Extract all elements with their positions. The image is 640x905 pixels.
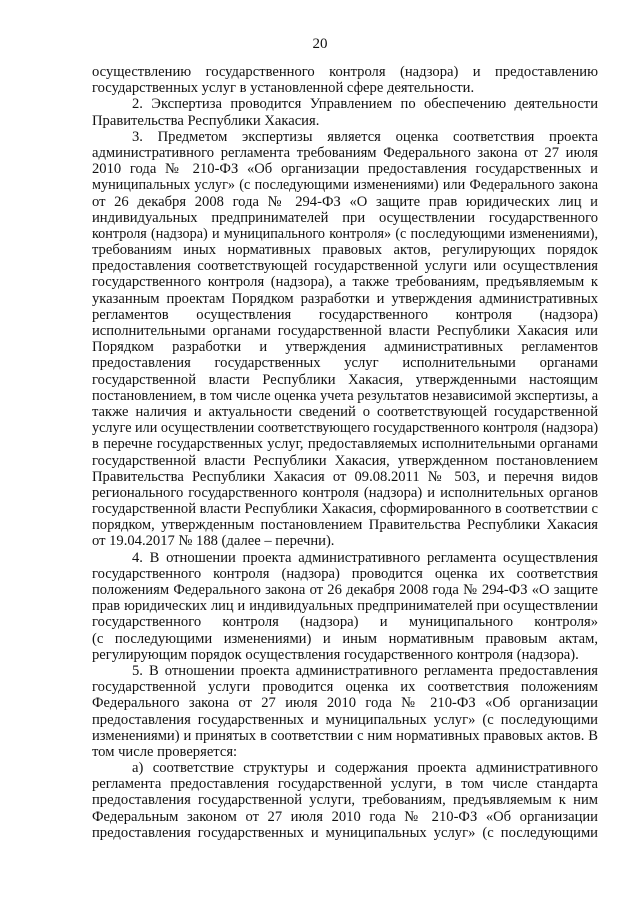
text-line: 2010 года № 210-ФЗ «Об организации предоставления государственных и (92, 161, 598, 178)
text-line: регионального государственного контроля (надзора) и исполнительных органов (92, 484, 598, 501)
text-line: государственного контроля (надзора), а также требованиям, предъявляемым к (92, 274, 598, 291)
text-line: Порядком разработки и утверждения административных регламентов (92, 339, 598, 356)
page-number: 20 (312, 36, 328, 52)
text-line: том числе проверяется: (92, 743, 238, 760)
text-line: Правительства Республики Хакасия. (92, 112, 320, 129)
text-line: постановлением, в том числе оценка учета результатов независимой экспертизы, а (92, 387, 599, 404)
text-line: предоставления государственной услуги, требованиям, предъявляемым к ним (92, 792, 598, 809)
text-line: государственной услуги проводится оценка их соответствия положениям (92, 679, 598, 696)
text-line: в перечне государственных услуг, предоставляемых исполнительными органами (92, 436, 598, 453)
text-line: предоставления государственных услуг исполнительными органами (92, 355, 598, 372)
text-line: государственной власти Республики Хакасия, утвержденными настоящим (92, 371, 598, 388)
text-line: 2. Экспертиза проводится Управлением по обеспечению деятельности (132, 96, 598, 113)
text-line: от 19.04.2017 № 188 (далее – перечни). (92, 533, 335, 550)
text-line: регламентов осуществления государственного контроля (надзора) (92, 306, 598, 323)
text-line: положениям Федерального закона от 26 декабря 2008 года № 294-ФЗ «О защите (92, 582, 598, 598)
text-line: контроля (надзора) и муниципального контроля» (с последующими изменениями), (92, 225, 598, 242)
text-line: услуге или осуществлении соответствующего государственного контроля (надзора) (92, 420, 599, 437)
text-line: предоставления государственных и муниципальных услуг» (с последующими (92, 711, 598, 728)
text-line: государственных услуг в установленной сфере деятельности. (92, 80, 475, 97)
text-line: Правительства Республики Хакасия от 09.08.2011 № 503, и перечня видов (92, 468, 598, 485)
document-body (92, 64, 598, 841)
text-line: государственной власти Республики Хакасия, утвержденном постановлением (92, 452, 598, 469)
text-line: изменениями) и принятых в соответствии с ним нормативных правовых актов. В (92, 727, 598, 744)
text-line: 4. В отношении проекта административного регламента осуществления (132, 549, 598, 566)
text-line: осуществлению государственного контроля (надзора) и предоставлению (92, 64, 598, 80)
text-line: предоставления соответствующей государственной услуги или осуществления (92, 258, 598, 275)
text-line: требованиям иных нормативных правовых актов, регулирующих порядок (92, 242, 598, 259)
text-line: государственной власти Республики Хакасия, сформированного в соответствии с (92, 501, 598, 518)
text-line: 3. Предметом экспертизы является оценка соответствия проекта (132, 128, 598, 145)
text-line: регулирующим порядок осуществления государственного контроля (надзора). (92, 646, 579, 663)
text-line: 5. В отношении проекта административного регламента предоставления (132, 662, 598, 679)
text-line: а) соответствие структуры и содержания проекта административного (132, 760, 598, 777)
text-line: Федеральным законом от 27 июля 2010 года № 210-ФЗ «Об организации (92, 808, 598, 825)
text-line: исполнительными органами государственной власти Республики Хакасия или (92, 323, 598, 339)
text-line: указанным проектам Порядком разработки и утверждения административных (92, 290, 598, 307)
text-line: административного регламента требованиям Федерального закона от 27 июля (92, 144, 598, 161)
text-line: от 26 декабря 2008 года № 294-ФЗ «О защите прав юридических лиц и (92, 193, 598, 210)
text-line: индивидуальных предпринимателей при осуществлении государственного (92, 209, 598, 226)
text-line: (с последующими изменениями) и иным нормативным правовым актам, (92, 630, 598, 647)
text-line: предоставления государственных и муниципальных услуг» (с последующими (92, 824, 598, 841)
text-line: государственного контроля (надзора) и муниципального контроля» (92, 614, 598, 631)
text-line: также наличия и актуальности сведений о соответствующей государственной (92, 403, 598, 420)
text-line: регламента предоставления государственной услуги, в том числе стандарта (92, 776, 598, 793)
text-line: государственного контроля (надзора) проводится оценка их соответствия (92, 565, 598, 582)
text-line: прав юридических лиц и индивидуальных предпринимателей при осуществлении (92, 598, 598, 615)
text-line: муниципальных услуг» (с последующими изменениями) или Федерального закона (92, 177, 598, 194)
text-line: Федерального закона от 27 июля 2010 года № 210-ФЗ «Об организации (92, 695, 598, 712)
text-line: порядком, утвержденным постановлением Правительства Республики Хакасия (92, 517, 598, 534)
